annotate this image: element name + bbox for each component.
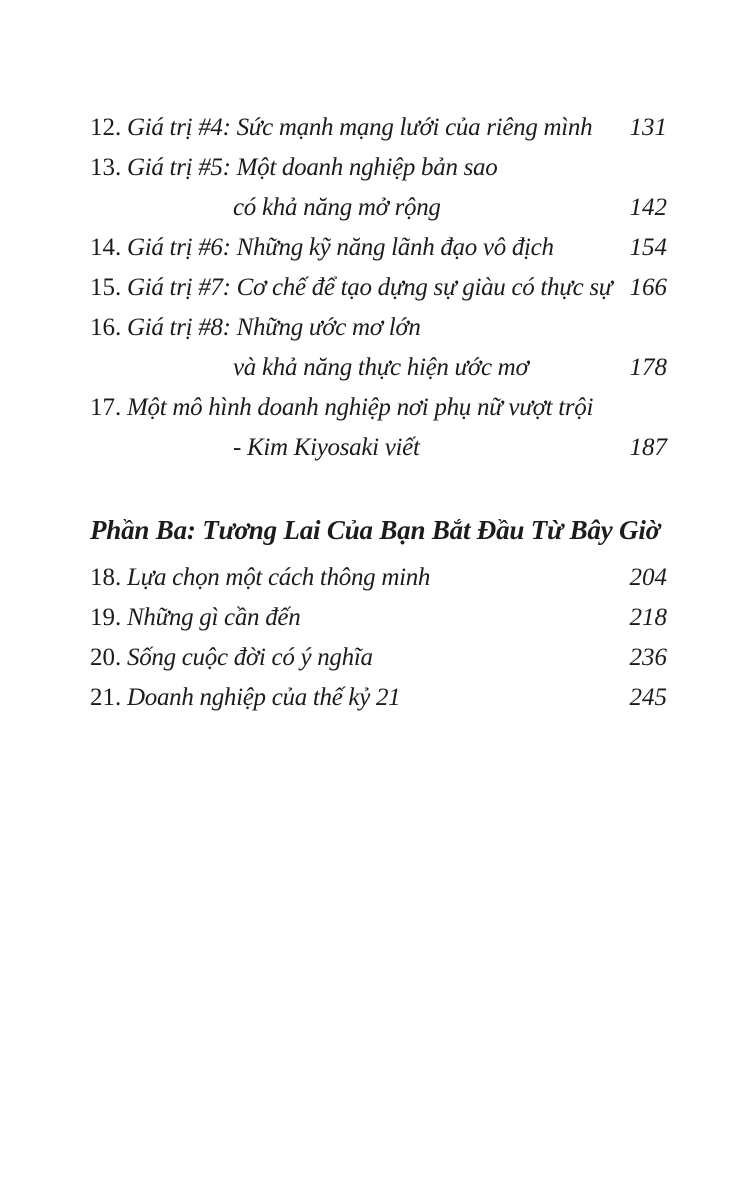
chapter-title-continued: và khả năng thực hiện ước mơ <box>233 354 529 381</box>
toc-entry <box>90 638 667 678</box>
page-number: 245 <box>629 684 667 711</box>
chapter-title: Doanh nghiệp của thế kỷ 21 <box>127 684 401 711</box>
toc-entry <box>90 228 667 268</box>
toc-entry-line2 <box>90 188 667 228</box>
chapter-number: 21. <box>90 684 122 711</box>
chapter-number: 12. <box>90 114 122 141</box>
chapter-number: 16. <box>90 314 122 341</box>
chapter-title: Giá trị #8: Những ước mơ lớn <box>127 314 421 341</box>
toc-entry <box>90 108 667 148</box>
chapter-number: 17. <box>90 394 122 421</box>
toc-entry <box>90 308 667 388</box>
page-number: 131 <box>629 114 667 141</box>
toc-entry <box>90 598 667 638</box>
chapter-number: 14. <box>90 234 122 261</box>
page-number: 154 <box>629 234 667 261</box>
toc-entry-line1 <box>90 148 667 188</box>
chapter-number: 18. <box>90 564 122 591</box>
chapter-title: Lựa chọn một cách thông minh <box>127 564 431 591</box>
toc-entry <box>90 388 667 468</box>
page-number: 236 <box>629 644 667 671</box>
chapter-title: Giá trị #4: Sức mạnh mạng lưới của riêng mình <box>127 114 593 141</box>
chapter-title: Giá trị #7: Cơ chế để tạo dựng sự giàu có thực sự <box>127 274 613 301</box>
page-number: 166 <box>629 274 667 301</box>
page-number: 204 <box>629 564 667 591</box>
chapter-number: 13. <box>90 154 122 181</box>
section-heading: Phần Ba: Tương Lai Của Bạn Bắt Đầu Từ Bây Giờ <box>90 515 660 545</box>
chapter-number: 19. <box>90 604 122 631</box>
toc-entry-line1 <box>90 308 667 348</box>
toc-entry <box>90 558 667 598</box>
toc-entry-line1 <box>90 388 667 428</box>
chapter-title: Giá trị #5: Một doanh nghiệp bản sao <box>127 154 498 181</box>
chapter-title: Giá trị #6: Những kỹ năng lãnh đạo vô địch <box>127 234 554 261</box>
chapter-number: 20. <box>90 644 122 671</box>
toc-entry-line2 <box>90 428 667 468</box>
toc-entry-line2 <box>90 348 667 388</box>
chapter-title: Một mô hình doanh nghiệp nơi phụ nữ vượt trội <box>127 394 594 421</box>
page-number: 142 <box>629 194 667 221</box>
chapter-number: 15. <box>90 274 122 301</box>
toc-entry <box>90 678 667 718</box>
chapter-title-continued: - Kim Kiyosaki viết <box>233 434 420 461</box>
chapter-title-continued: có khả năng mở rộng <box>233 194 441 221</box>
table-of-contents <box>90 108 667 718</box>
page-number: 178 <box>629 354 667 381</box>
chapter-title: Sống cuộc đời có ý nghĩa <box>127 644 373 671</box>
page-number: 187 <box>629 434 667 461</box>
toc-entry <box>90 268 667 308</box>
toc-entry <box>90 148 667 228</box>
chapter-title: Những gì cần đến <box>127 604 301 631</box>
page-number: 218 <box>629 604 667 631</box>
